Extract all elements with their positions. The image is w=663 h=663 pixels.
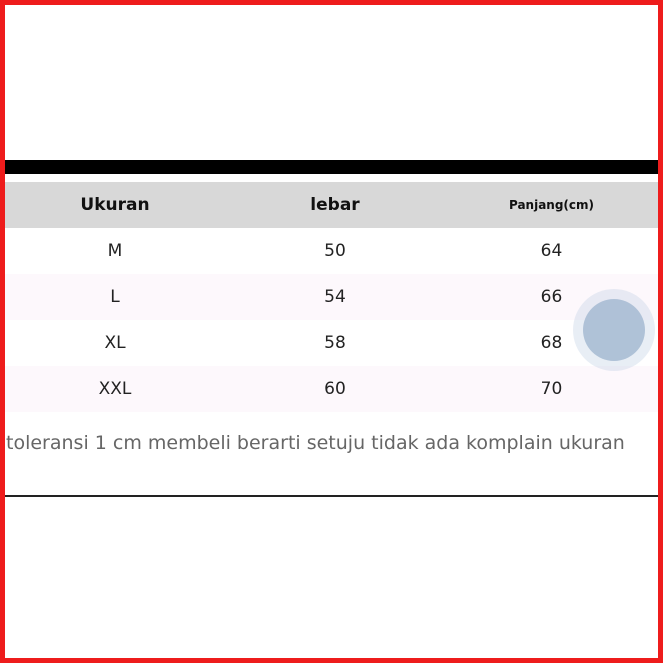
top-divider-bar bbox=[5, 160, 658, 174]
size-chart-table bbox=[5, 182, 658, 412]
length-cell: 70 bbox=[445, 366, 658, 412]
table-row bbox=[5, 274, 658, 320]
table-row bbox=[5, 366, 658, 412]
header-panjang: Panjang(cm) bbox=[445, 182, 658, 228]
width-cell: 60 bbox=[225, 366, 445, 412]
table-row bbox=[5, 320, 658, 366]
length-cell: 68 bbox=[445, 320, 658, 366]
length-cell: 64 bbox=[445, 228, 658, 274]
width-cell: 50 bbox=[225, 228, 445, 274]
floating-action-button[interactable] bbox=[573, 289, 655, 371]
size-cell: L bbox=[5, 274, 225, 320]
size-cell: XXL bbox=[5, 366, 225, 412]
width-cell: 58 bbox=[225, 320, 445, 366]
bottom-divider-line bbox=[5, 495, 658, 497]
size-cell: M bbox=[5, 228, 225, 274]
width-cell: 54 bbox=[225, 274, 445, 320]
length-cell: 66 bbox=[445, 274, 658, 320]
header-ukuran: Ukuran bbox=[5, 182, 225, 228]
header-lebar: lebar bbox=[225, 182, 445, 228]
tolerance-note: toleransi 1 cm membeli berarti setuju tidak ada komplain ukuran bbox=[6, 433, 625, 454]
floating-button-circle-icon bbox=[583, 299, 645, 361]
table-header-row bbox=[5, 182, 658, 228]
table-row bbox=[5, 228, 658, 274]
size-cell: XL bbox=[5, 320, 225, 366]
